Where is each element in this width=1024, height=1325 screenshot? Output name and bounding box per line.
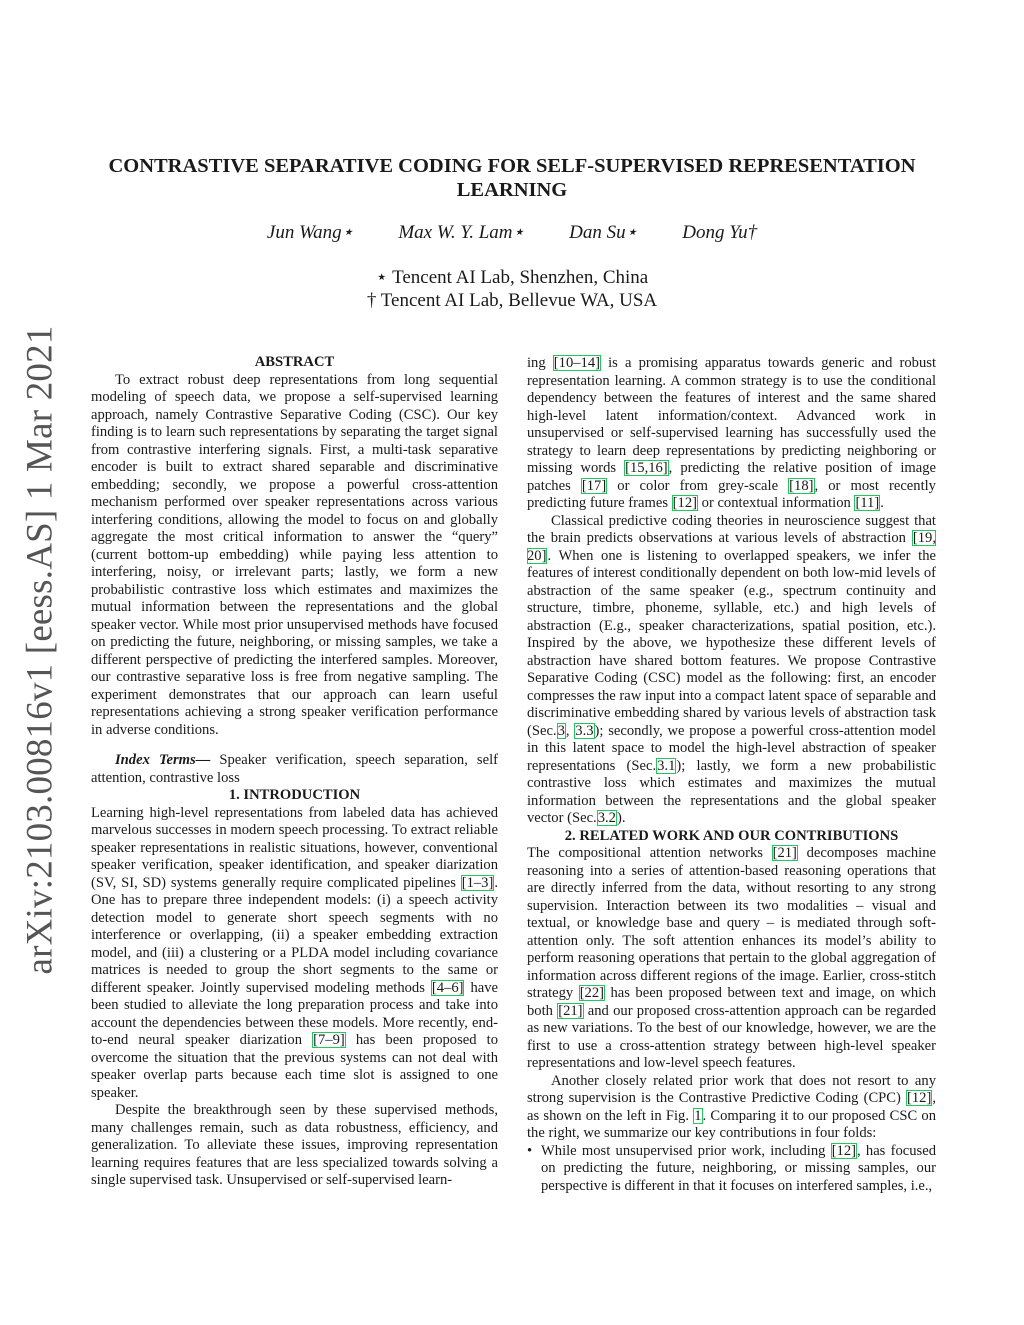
affiliation-line: † Tencent AI Lab, Bellevue WA, USA [366,290,658,311]
abstract-heading: ABSTRACT [254,354,335,370]
author-name: Jun Wang⋆ [266,222,354,243]
author-name: Dan Su⋆ [569,222,638,243]
section-heading-related-work: 2. RELATED WORK AND OUR CONTRIBUTIONS [564,827,899,844]
citation-link[interactable]: [4–6] [431,979,464,996]
section-link[interactable]: 3.1 [657,757,676,774]
left-column [91,354,498,1190]
author-list [100,221,924,244]
related-paragraph: The compositional attention networks [21] decomposes machine reasoning into a series of attention-based reasoning operations that are directly inferred from the data, without resorting to any strong supervision. Interaction between its two modalities – visual and textual, or knowledge base and query – is mediated through soft-attention only. The soft attention enhances its model’s ability to perform reasoning operations that pertain to the global aggregation of information across different regions of the image. Earlier, cross-stitch strategy [22] has been proposed between text and image, on which both [21] and our proposed cross-attention approach can be regarded as new variations. To the best of our knowledge, however, we are the first to use a cross-attention strategy between high-level speaker representations and low-level speech features. [527,845,937,1071]
citation-link[interactable]: [18] [789,477,814,494]
intro-paragraph: Despite the breakthrough seen by these supervised methods, many challenges remain, such as data robustness, efficiency, and generalization. To alleviate these issues, improving representation learning requires features that are less specialized towards solving a single supervised task. Unsupervised or self-supervised learn- [91,1102,498,1188]
affiliations [100,266,924,312]
section-link[interactable]: 3 [557,722,565,739]
citation-link[interactable]: [12] [672,495,697,511]
citation-link[interactable]: [15,16] [625,460,668,476]
related-paragraph: Another closely related prior work that does not resort to any strong supervision is the Contrastive Predictive Coding (CPC) [12], as shown on the left in Fig. 1. Comparing it to our proposed CSC on the right, we summarize our key contributions in four folds: [527,1072,936,1141]
citation-link[interactable]: [10–14] [553,355,600,371]
citation-link[interactable]: [12] [831,1142,857,1159]
index-terms-label: Index Terms— [115,752,211,768]
author-name: Dong Yu† [682,222,758,243]
index-terms [91,752,498,787]
section-link[interactable]: 3.3 [575,722,594,739]
contribution-bullet [527,1143,936,1196]
figure-link[interactable]: 1 [694,1107,702,1124]
bullet-icon: • [527,1142,533,1159]
citation-link[interactable]: [12] [907,1090,932,1106]
abstract-text: To extract robust deep representations from long sequential modeling of speech data, we propose a self-supervised learning approach, namely Contrastive Separative Coding (CSC). Our key finding is to learn such representations by separating the target signal from contrastive interfering signals. First, a multi-task separative encoder is built to extract shared separable and discriminative embedding; secondly, we propose a powerful cross-attention mechanism performed over speaker representations across various interfering conditions, allowing the model to focus on and globally aggregate the most critical information to answer the “query” (current bottom-up embedding) while paying less attention to interfering, noisy, or irrelevant parts; lastly, we form a new probabilistic contrastive loss which estimates and maximizes the mutual information between the representations and the global speaker vector. While most prior unsupervised methods have focused on predicting the future, neighboring, or missing samples, we take a different perspective of predicting the interfered samples. Moreover, our contrastive separative loss is free from negative sampling. The experiment demonstrates that our approach can learn useful representations achieving a strong speaker verification performance in adverse conditions. [91,371,498,738]
citation-link[interactable]: [21] [558,1002,583,1019]
paper-title: CONTRASTIVE SEPARATIVE CODING FOR SELF-SUPERVISED REPRESENTATION LEARNING [108,155,916,201]
intro-paragraph: Learning high-level representations from labeled data has achieved marvelous successes in modern speech processing. To extract reliable speaker representations in realistic situations, however, conventional speaker verification, speaker identification, and speaker diarization (SV, SI, SD) systems generally require complicated pipelines [1–3]. One has to prepare three independent models: (i) a speech activity detection model to generate short speech segments with no interference or overlapping, (ii) a speaker embedding extraction model, and (iii) a clustering or a PLDA model including covariance matrices is needed to group the short segments to the same or different speaker. Jointly supervised modeling methods [4–6] have been studied to alleviate the long preparation process and take into account the dependencies between these models. More recently, end-to-end neural speaker diarization [7–9] has been proposed to overcome the situation that the previous systems can not deal with speaker overlap parts because each time slot is assigned to one speaker. [91,804,499,1101]
citation-link[interactable]: [7–9] [313,1032,345,1048]
index-terms-text: Speaker verification, speech separation, self attention, contrastive loss [91,752,499,786]
intro-paragraph: Classical predictive coding theories in neuroscience suggest that the brain predicts observations at various levels of abstraction [19, 20]. When one is listening to overlapped speakers, we infer the features of interest conditionally dependent on both low-mid levels of abstraction of the same speaker (e.g., spectrum continuity and structure, timbre, phoneme, syllable, etc.) and high levels of abstraction (E.g., speaker characterizations, spatial position, etc.). Inspired by the above, we hypothesize these different levels of abstraction have shared bottom features. We propose Contrastive Separative Coding (CSC) model as the following: first, an encoder compresses the raw input into a compact latent space of separable and discriminative embedding shared by various levels of abstraction task (Sec.3, 3.3); secondly, we propose a powerful cross-attention model in this latent space to model the high-level abstraction of speaker representations (Sec.3.1); lastly, we form a new probabilistic contrastive loss which estimates and maximizes the mutual information between the representations and the global speaker vector (Sec.3.2). [527,512,936,826]
citation-link[interactable]: [11] [855,495,880,511]
citation-link[interactable]: [22] [579,985,605,1001]
arxiv-identifier: arXiv:2103.00816v1 [eess.AS] 1 Mar 2021 [19,325,61,975]
intro-paragraph: ing [10–14] is a promising apparatus towards generic and robust representation learning. A common strategy is to use the conditional dependency between the features of interest and the same shared high-level latent information/context. Advanced work in unsupervised or self-supervised learning has successfully used the strategy to learn deep representations by predicting neighboring or missing words [15,16], predicting the relative position of image patches [17] or color from grey-scale [18], or most recently predicting future frames [12] or contextual information [11]. [527,355,937,511]
citation-link[interactable]: [19, 20] [527,530,936,564]
contribution-text: While most unsupervised prior work, including [12], has focused on predicting the future, neighboring, or missing samples, our perspective is different in that it focuses on interfered samples, i.e., [541,1142,936,1194]
affiliation-line: ⋆ Tencent AI Lab, Shenzhen, China [375,267,649,288]
right-column [527,355,936,1195]
citation-link[interactable]: [1–3] [461,874,494,891]
citation-link[interactable]: [21] [772,845,797,861]
section-link[interactable]: 3.2 [597,810,616,826]
citation-link[interactable]: [17] [581,477,607,494]
author-name: Max W. Y. Lam⋆ [398,222,525,243]
section-heading-introduction: 1. INTRODUCTION [228,787,361,803]
